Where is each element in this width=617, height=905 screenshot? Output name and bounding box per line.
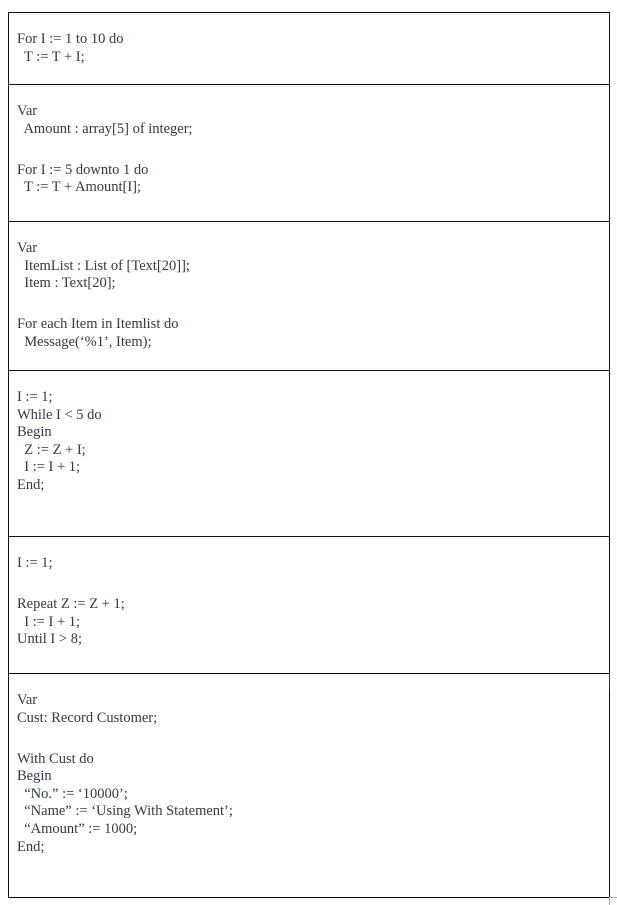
code-line: For each Item in Itemlist do bbox=[17, 316, 179, 333]
code-line: Begin bbox=[17, 768, 52, 785]
code-line: “Amount” := 1000; bbox=[17, 821, 138, 838]
code-line: Cust: Record Customer; bbox=[17, 709, 158, 726]
code-table bbox=[8, 12, 610, 898]
code-line: Repeat Z := Z + 1; bbox=[17, 596, 125, 613]
code-block-with-statement bbox=[9, 674, 609, 898]
code-line: End; bbox=[17, 838, 45, 855]
code-line: I := I + 1; bbox=[17, 459, 81, 476]
code-line: Var bbox=[17, 103, 38, 119]
code-line: For I := 1 to 10 do bbox=[17, 31, 124, 47]
code-line: End; bbox=[17, 476, 45, 493]
code-line: T := T + Amount[I]; bbox=[17, 179, 142, 196]
code-block-repeat-loop bbox=[9, 537, 609, 674]
code-line: Var bbox=[17, 692, 38, 708]
code-line: With Cust do bbox=[17, 750, 94, 767]
code-block-while-loop bbox=[9, 371, 609, 537]
text-cursor bbox=[609, 674, 610, 692]
blank-line bbox=[17, 138, 609, 162]
code-block-foreach-loop bbox=[9, 222, 609, 371]
code-line: Item : Text[20]; bbox=[17, 275, 116, 292]
code-line: Begin bbox=[17, 424, 52, 441]
code-block-for-loop bbox=[9, 13, 609, 85]
code-line: I := I + 1; bbox=[17, 613, 81, 630]
code-line: “Name” := ‘Using With Statement’; bbox=[17, 803, 233, 820]
code-line: Until I > 8; bbox=[17, 631, 82, 648]
code-line: Var bbox=[17, 240, 38, 256]
code-line: Z := Z + I; bbox=[17, 441, 86, 458]
blank-line bbox=[17, 727, 609, 751]
page-corner-mark bbox=[609, 897, 617, 905]
code-line: Message(‘%1’, Item); bbox=[17, 333, 152, 350]
code-block-downto-loop bbox=[9, 85, 609, 222]
code-line: I := 1; bbox=[17, 389, 53, 405]
blank-line bbox=[17, 293, 609, 317]
code-line: While I < 5 do bbox=[17, 406, 102, 423]
code-line: ItemList : List of [Text[20]]; bbox=[17, 257, 190, 274]
code-line: T := T + I; bbox=[17, 48, 85, 65]
code-line: Amount : array[5] of integer; bbox=[17, 120, 193, 137]
code-line: For I := 5 downto 1 do bbox=[17, 161, 149, 178]
code-line: I := 1; bbox=[17, 555, 53, 571]
code-line: “No.” := ‘10000’; bbox=[17, 785, 128, 802]
blank-line bbox=[17, 573, 609, 597]
